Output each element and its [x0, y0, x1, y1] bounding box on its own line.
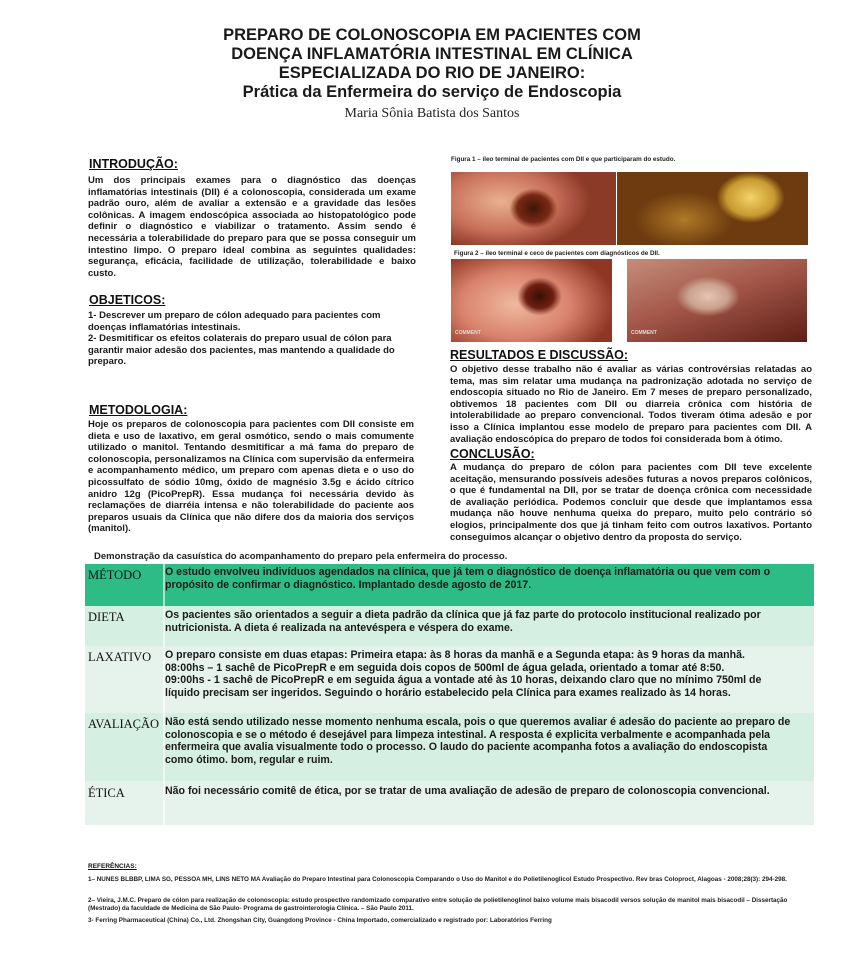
- reference-item: 2– Vieira, J.M.C. Preparo de cólon para realização de colonoscopia: estudo prospectivo randomizado comparativo entre solução de polietilenoglinol baixo volume mais bisacodil versos solução de manitol mais bisacodil – Dissertação (Mestrado) da faculdade de Medicina de São Paulo- Programa de gastrointerologia Clínica. – São Paulo 2011.: [88, 897, 788, 912]
- table-row: [85, 564, 814, 606]
- table-row: [85, 781, 814, 825]
- row-line: 09:00hs - 1 sachê de PicoPrepR e em seguida água a vontade até às 10 horas, deixando claro que no mínimo 750ml de: [165, 674, 762, 687]
- endoscopy-photo-ceco-1: [451, 259, 612, 342]
- row-line: enfermeira que avalia visualmente todo o processo. O laudo do paciente acompanha fotos a avaliação do endoscopista: [165, 741, 768, 754]
- figure-2-caption: Figura 2 – íleo terminal e ceco de pacientes com diagnósticos de DII.: [454, 250, 660, 257]
- intro-text: Um dos principais exames para o diagnóstico das doenças inflamatórias intestinais (DII) é a colonoscopia, considerada um exame padrão ouro, além de avaliar a extensão e a gravidade das lesões colônicas. A imagem endoscópica associada ao histopatológico pode definir o diagnóstico e viabilizar o tratamento. Assim sendo é necessária a tolerabilidade do preparo para que se possa conseguir um intestino limpo. O preparo ideal combina as seguintes qualidades: segurança, eficácia, facilidade de utilização, tolerabilidade e baixo custo.: [88, 175, 416, 279]
- row-line: líquido precisam ser ingeridos. Seguindo o horário estabelecido pela Clínica para exames realizado às 14 horas.: [165, 686, 731, 699]
- row-label: DIETA: [88, 610, 125, 624]
- intro-heading: INTRODUÇÃO:: [89, 157, 178, 171]
- figure-1-caption: Figura 1 – íleo terminal de pacientes com DII e que participaram do estudo.: [451, 156, 676, 163]
- photo-watermark: COMMENT: [455, 330, 481, 336]
- endoscopy-photo-ileum-1: [451, 172, 616, 245]
- row-label: LAXATIVO: [88, 650, 152, 664]
- objectives-heading: OBJETICOS:: [89, 293, 166, 307]
- results-heading: RESULTADOS E DISCUSSÃO:: [450, 348, 629, 362]
- row-text: [165, 713, 810, 766]
- row-line: nutricionista. A dieta é realizada na antevéspera e véspera do exame.: [165, 621, 513, 634]
- row-line: propósito de confirmar o diagnóstico. Implantado desde agosto de 2017.: [165, 578, 532, 591]
- table-caption: Demonstração da casuística do acompanhamento do preparo pela enfermeira do processo.: [94, 551, 508, 562]
- photo-watermark: COMMENT: [631, 330, 657, 336]
- table-row: [85, 713, 814, 781]
- row-label: AVALIAÇÃO: [88, 717, 160, 731]
- methodology-heading: METODOLOGIA:: [89, 403, 188, 417]
- conclusion-text: A mudança do preparo de cólon para pacientes com DII teve excelente aceitação, mensurando possíveis adesões futuras a novos preparos colônicos, o que é fundamental na DII, por se tratar de doença crônica com necessidade de avaliação periódica. Podemos concluir que desde que implantamos essa mudança não houve nenhuma queixa do preparo, muito pelo contrário só elogios, principalmente dos que já tinham feito com outros laxativos. Portanto conseguimos alcançar o objetivo dentro da proposta do serviço.: [450, 462, 812, 543]
- row-text: [165, 781, 810, 798]
- row-line: Não está sendo utilizado nesse momento nenhuma escala, pois o que queremos avaliar é adesão do paciente ao preparo de: [165, 716, 791, 728]
- row-text: [165, 606, 810, 634]
- reference-item: 1– NUNES BLBBP, LIMA SG, PESSOA MH, LINS NETO MA Avaliação do Preparo Intestinal para Colonoscopia Comparando o Uso do Manitol e do Polietilenoglicol Estudo Prospectivo. Rev bras Coloproct, Alagoas - 2008;28(3): 294-298.: [88, 876, 787, 883]
- objective-item: 2- Desmitificar os efeitos colaterais do preparo usual de cólon para garantir maior adesão dos pacientes, mas mantendo a qualidade do preparo.: [88, 333, 395, 368]
- endoscopy-photo-ileum-2: [617, 172, 808, 245]
- row-line: colonoscopia e se o método é desejável para limpeza intestinal. A resposta é explicita verbalmente e acompanhada pela: [165, 728, 771, 741]
- poster-title: [150, 26, 714, 102]
- row-line: Não foi necessário comitê de ética, por se tratar de uma avaliação de adesão de preparo de colonoscopia convencional.: [165, 785, 770, 797]
- references-heading: REFERÊNCIAS:: [88, 863, 137, 870]
- row-line: 08:00hs – 1 sachê de PicoPrepR e em seguida dois copos de 500ml de água gelada, orientado a tomar até 8:50.: [165, 661, 725, 674]
- row-line: O estudo envolveu indivíduos agendados na clínica, que já tem o diagnóstico de doença inflamatória ou que vem com o: [165, 566, 771, 578]
- author-name: Maria Sônia Batista dos Santos: [344, 106, 520, 121]
- title-line: DOENÇA INFLAMATÓRIA INTESTINAL EM CLÍNICA: [231, 45, 633, 63]
- row-label: ÉTICA: [88, 786, 125, 800]
- row-line: Os pacientes são orientados a seguir a dieta padrão da clínica que já faz parte do protocolo institucional realizado por: [165, 609, 761, 621]
- results-text: O objetivo desse trabalho não é avaliar as várias controvérsias relatadas ao tema, mas sim relatar uma mudança na padronização adotada no serviço de endoscopia situado no Rio de Janeiro. Em 7 meses de preparo personalizado, obtivemos 18 pacientes com DII ou diarreia crônica com história de intolerabilidade ao preparo convencional. Todos tiveram ótima adesão e por isso a Clínica implantou esse modelo de preparo para pacientes com DII. A avaliação endoscópica do preparo de todos foi considerada bom à ótimo.: [450, 364, 812, 445]
- row-text: [165, 646, 810, 699]
- conclusion-heading: CONCLUSÃO:: [450, 447, 535, 461]
- objective-item: 1- Descrever um preparo de cólon adequado para pacientes com doenças inflamatórias intestinais.: [88, 310, 381, 333]
- title-line: ESPECIALIZADA DO RIO DE JANEIRO:: [278, 64, 586, 82]
- row-label: MÉTODO: [88, 568, 142, 582]
- table-row: [85, 646, 814, 713]
- title-line: PREPARO DE COLONOSCOPIA EM PACIENTES COM: [223, 26, 641, 44]
- row-line: como ótimo. bom, regular e ruim.: [165, 753, 333, 766]
- table-row: [85, 606, 814, 646]
- reference-item: 3- Ferring Pharmaceutical (China) Co., Ltd. Zhongshan City, Guangdong Province - China Importado, comercializado e registrado por: Laboratórios Ferring: [88, 917, 552, 924]
- endoscopy-photo-ceco-2: [627, 259, 807, 342]
- subtitle-line: Prática da Enfermeira do serviço de Endoscopia: [242, 83, 622, 101]
- row-text: [165, 564, 810, 591]
- methodology-text: Hoje os preparos de colonoscopia para pacientes com DII consiste em dieta e uso de laxativo, em geral osmótico, sendo o mais comumente utilizado o manitol. Tentando desmitificar a má fama do preparo de colonoscopia, personalizamos na Clínica com supervisão da enfermeira e acompanhamento médico, um preparo com apenas dieta e o uso do picossulfato de sódio 10mg, óxido de magnésio 3.5g e ácido cítrico anidro 12g (PicoPrepR). Essa mudança foi necessária devido às reclamações de diarréia intensa e não tolerabilidade do paciente aos preparos usuais da Clínica que não difere dos da maioria dos serviços (manitol).: [88, 419, 414, 535]
- row-line: O preparo consiste em duas etapas: Primeira etapa: às 8 horas da manhã e a Segunda etapa: às 9 horas da manhã.: [165, 649, 745, 661]
